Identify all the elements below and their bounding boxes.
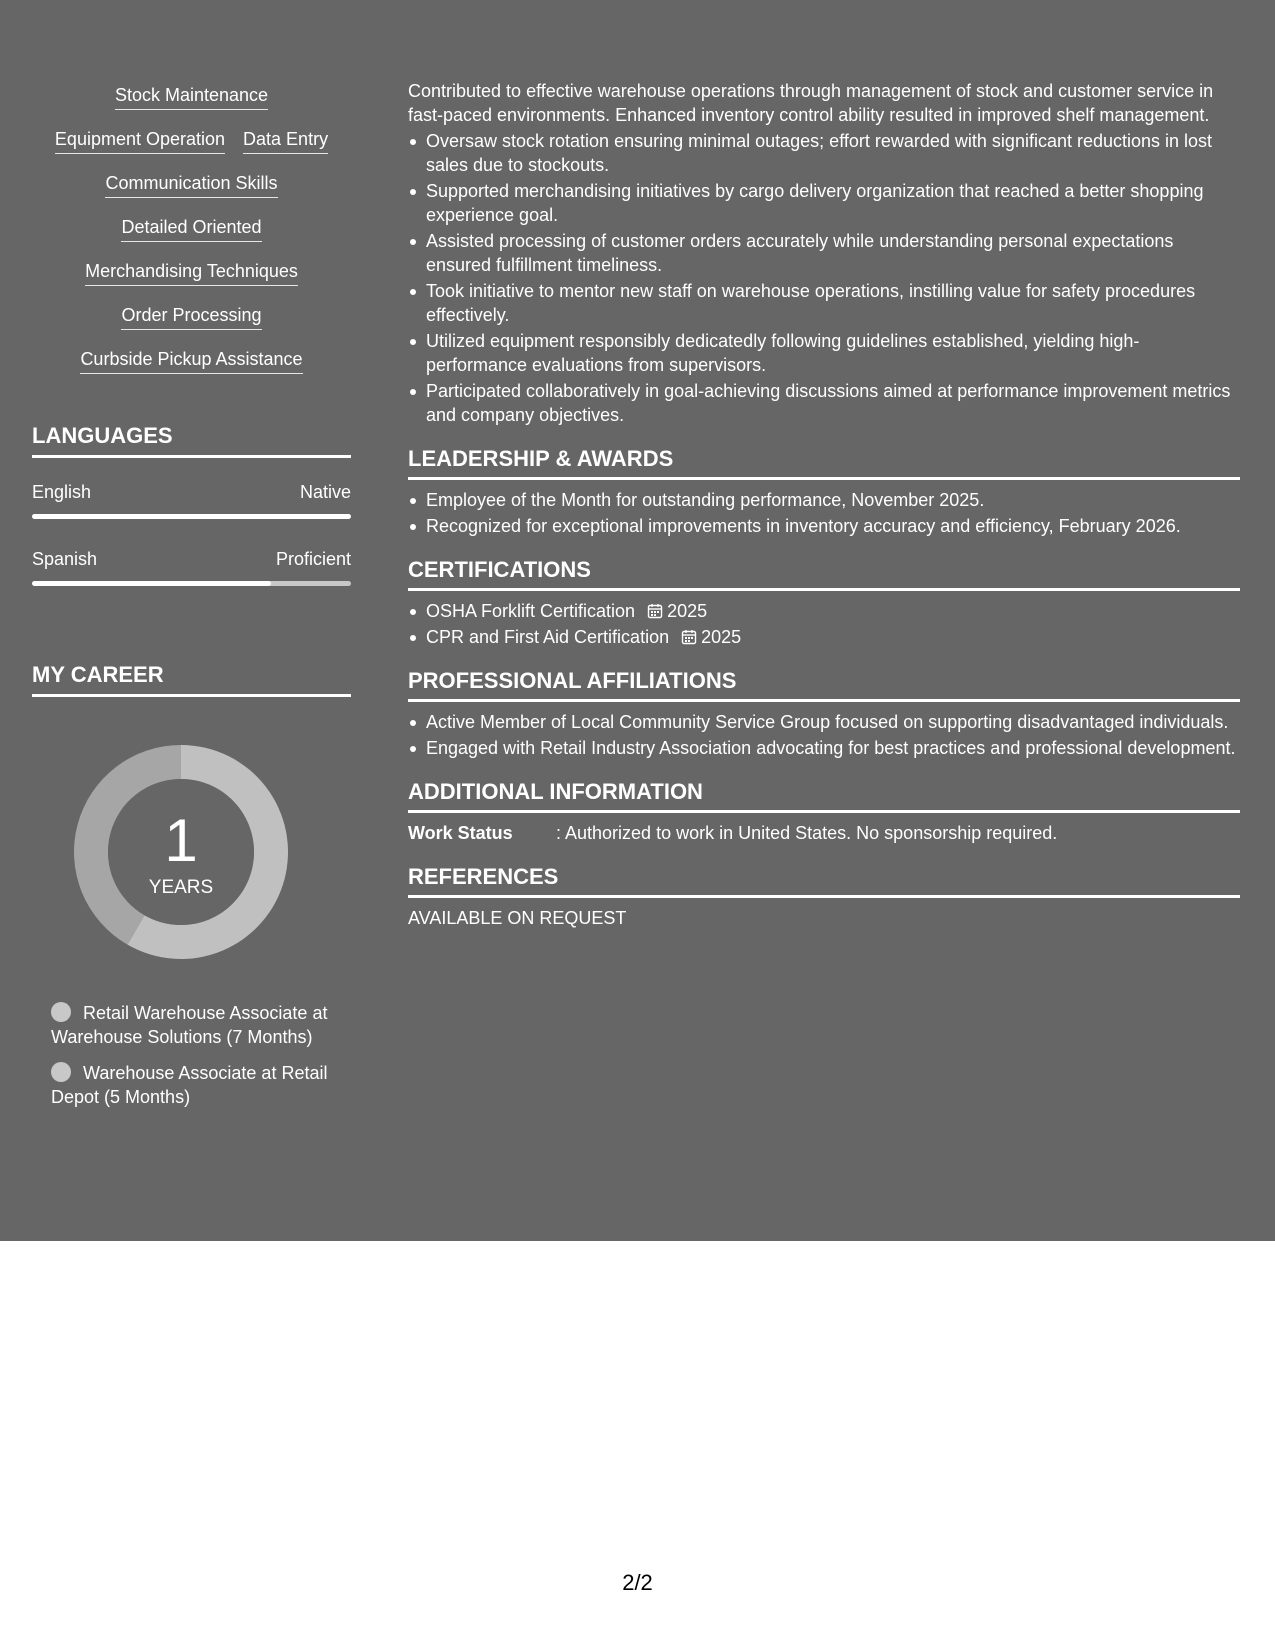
language-level: Native <box>299 482 351 502</box>
leadership-heading: LEADERSHIP & AWARDS <box>408 445 1240 480</box>
certification-name: CPR and First Aid Certification <box>426 627 670 647</box>
leadership-item: Recognized for exceptional improvements in inventory accuracy and efficiency, February 2026. <box>408 514 1240 538</box>
sidebar <box>32 82 351 1121</box>
skill-tag: Communication Skills <box>105 170 277 198</box>
career-total: 1 <box>164 807 198 874</box>
experience-bullet: Oversaw stock rotation ensuring minimal outages; effort rewarded with significant reductions in lost sales due to stockouts. <box>408 129 1240 177</box>
leadership-list <box>408 488 1240 538</box>
experience-bullet: Utilized equipment responsibly dedicatedly following guidelines established, yielding high-performance evaluations from supervisors. <box>408 329 1240 377</box>
career-item-text: Retail Warehouse Associate at Warehouse Solutions (7 Months) <box>51 1003 328 1047</box>
language-item <box>32 547 351 586</box>
skill-tag: Detailed Oriented <box>121 214 261 242</box>
career-heading: MY CAREER <box>32 662 351 697</box>
calendar-icon <box>681 629 697 645</box>
dot-icon <box>51 1062 71 1082</box>
career-item <box>51 1001 331 1049</box>
certification-item <box>408 625 1240 649</box>
experience-bullet: Participated collaboratively in goal-achieving discussions aimed at performance improvement metrics and company objectives. <box>408 379 1240 427</box>
skill-tag: Stock Maintenance <box>115 82 268 110</box>
language-item <box>32 480 351 519</box>
experience-bullet: Assisted processing of customer orders accurately while understanding personal expectations ensured fulfillment timeliness. <box>408 229 1240 277</box>
affiliation-item: Engaged with Retail Industry Association advocating for best practices and professional development. <box>408 736 1240 760</box>
work-status-label: Work Status <box>408 823 513 843</box>
dot-icon <box>51 1002 71 1022</box>
experience-summary: Contributed to effective warehouse operations through management of stock and customer service in fast-paced environments. Enhanced inventory control ability resulted in improved shelf management. <box>408 81 1214 125</box>
affiliation-item: Active Member of Local Community Service Group focused on supporting disadvantaged individuals. <box>408 710 1240 734</box>
skill-tag: Data Entry <box>243 126 328 154</box>
language-bar-fill <box>32 581 271 586</box>
calendar-icon <box>647 603 663 619</box>
language-bar <box>32 581 351 586</box>
skill-tag: Curbside Pickup Assistance <box>80 346 302 374</box>
work-status-row <box>408 821 1240 845</box>
languages-heading: LANGUAGES <box>32 423 351 458</box>
language-bar <box>32 514 351 519</box>
skill-tag: Merchandising Techniques <box>85 258 298 286</box>
career-list <box>51 1001 331 1109</box>
career-donut <box>66 737 296 967</box>
experience-bullet: Supported merchandising initiatives by cargo delivery organization that reached a better shopping experience goal. <box>408 179 1240 227</box>
certification-year: 2025 <box>667 601 708 621</box>
career-item <box>51 1061 331 1109</box>
skill-tag: Equipment Operation <box>55 126 225 154</box>
skill-tag: Order Processing <box>121 302 261 330</box>
certification-item <box>408 599 1240 623</box>
career-unit: YEARS <box>148 877 214 898</box>
certifications-heading: CERTIFICATIONS <box>408 556 1240 591</box>
certification-name: OSHA Forklift Certification <box>426 601 636 621</box>
certifications-list <box>408 599 1240 649</box>
affiliations-list <box>408 710 1240 760</box>
experience-bullet: Took initiative to mentor new staff on warehouse operations, instilling value for safety procedures effectively. <box>408 279 1240 327</box>
career-item-text: Warehouse Associate at Retail Depot (5 Months) <box>51 1063 328 1107</box>
references-heading: REFERENCES <box>408 863 1240 898</box>
language-name: English <box>32 482 92 502</box>
main-content <box>408 79 1240 930</box>
additional-info-heading: ADDITIONAL INFORMATION <box>408 778 1240 813</box>
skills-list <box>32 82 351 374</box>
language-level: Proficient <box>275 549 351 569</box>
affiliations-heading: PROFESSIONAL AFFILIATIONS <box>408 667 1240 702</box>
work-status-value: : Authorized to work in United States. No sponsorship required. <box>556 823 1058 843</box>
certification-year: 2025 <box>701 627 742 647</box>
references-text: AVAILABLE ON REQUEST <box>408 908 627 928</box>
language-bar-fill <box>32 514 351 519</box>
experience-bullets <box>408 129 1240 427</box>
language-name: Spanish <box>32 549 98 569</box>
leadership-item: Employee of the Month for outstanding performance, November 2025. <box>408 488 1240 512</box>
page-number: 2/2 <box>622 1570 653 1595</box>
